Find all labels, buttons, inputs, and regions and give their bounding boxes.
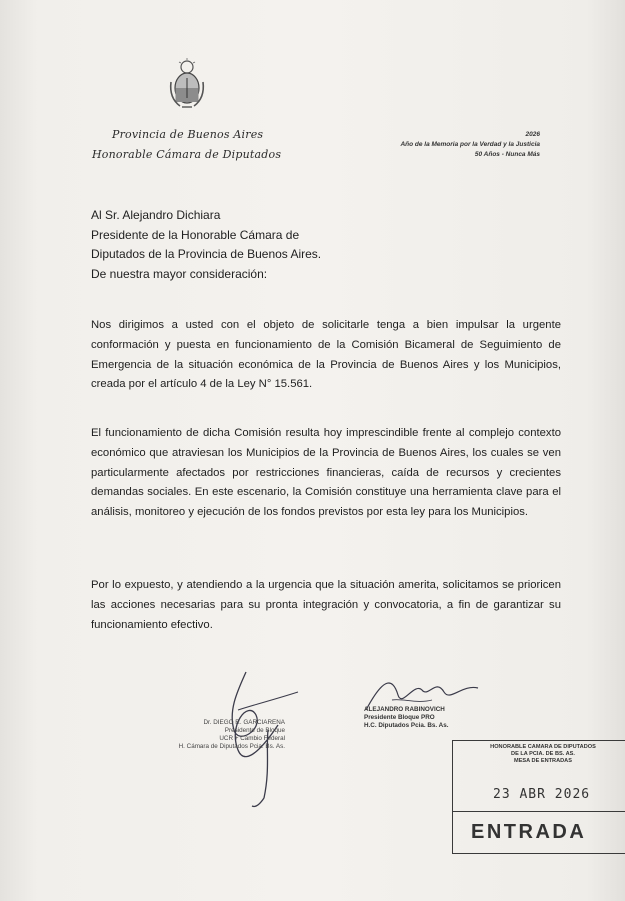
coat-of-arms-seal	[168, 58, 206, 110]
signer-role: Presidente Bloque PRO	[364, 714, 435, 721]
signature-block-1	[165, 719, 285, 751]
addressee-line: Diputados de la Provincia de Buenos Aires.	[91, 247, 322, 261]
body-paragraph-3: Por lo expuesto, y atendiendo a la urgencia que la situación amerita, solicitamos se prioricen las acciones necesarias para su pronta integración y convocatoria, a fin de garantizar su funcionamiento efectivo.	[91, 579, 561, 631]
stamp-label: ENTRADA	[471, 821, 587, 843]
signer-role: Presidente de Bloque	[224, 727, 285, 734]
chamber-heading: Honorable Cámara de Diputados	[92, 148, 282, 161]
stamp-header	[453, 741, 625, 764]
motto-line-2: 50 Años - Nunca Más	[474, 151, 540, 158]
body-paragraph-1: Nos dirigimos a usted con el objeto de solicitarle tenga a bien impulsar la urgente conformación y puesta en funcionamiento de la Comisión Bicameral de Seguimiento de Emergencia de la situación económica de la Provincia de Buenos Aires y los Municipios, creada por el artículo 4 de la Ley N° 15.561.	[91, 319, 561, 391]
signer-institution: H. Cámara de Diputados Pcia. Bs. As.	[178, 743, 285, 750]
stamp-date: 23 ABR 2026	[493, 787, 591, 802]
province-heading: Provincia de Buenos Aires	[112, 128, 264, 141]
motto-line-1: Año de la Memoria por la Verdad y la Justicia	[400, 141, 540, 148]
addressee-block	[91, 206, 321, 284]
signer-bloc: UCR + Cambio Federal	[219, 735, 285, 742]
signature-block-2	[364, 706, 448, 730]
motto-year: 2026	[525, 131, 540, 138]
stamp-line: MESA DE ENTRADAS	[514, 757, 572, 764]
stamp-line: HONORABLE CAMARA DE DIPUTADOS	[490, 744, 596, 750]
addressee-line: Al Sr. Alejandro Dichiara	[91, 208, 221, 222]
institutional-motto	[370, 130, 540, 160]
stamp-line: DE LA PCIA. DE BS. AS.	[511, 750, 575, 757]
signer-name: Dr. DIEGO R. GARCIARENA	[203, 719, 285, 726]
salutation: De nuestra mayor consideración:	[91, 266, 268, 281]
addressee-line: Presidente de la Honorable Cámara de	[91, 227, 300, 242]
body-paragraph-2: El funcionamiento de dicha Comisión resulta hoy imprescindible frente al complejo contexto económico que atraviesan los Municipios de la Provincia de Buenos Aires, los cuales se ven particularmente afectados por restricciones financieras, caída de recursos y crecientes demandas sociales. En este escenario, la Comisión constituye una herramienta clave para el análisis, monitoreo y ejecución de los fondos previstos por esta ley para los Municipios.	[91, 427, 561, 519]
reception-stamp	[452, 740, 625, 854]
stamp-divider	[453, 811, 625, 812]
signer-name: ALEJANDRO RABINOVICH	[364, 706, 445, 713]
signer-institution: H.C. Diputados Pcia. Bs. As.	[364, 722, 449, 729]
